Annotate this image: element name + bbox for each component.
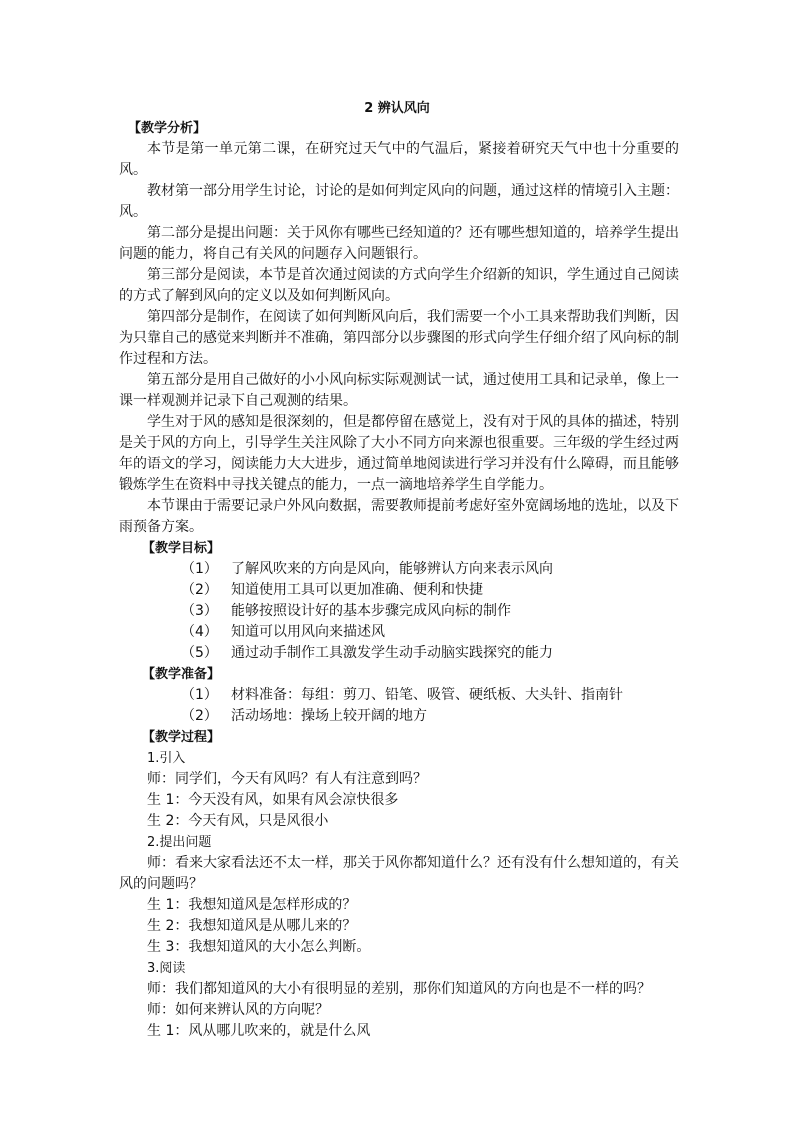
item-number: （2）: [181, 708, 218, 724]
list-item: [119, 706, 679, 727]
item-number: （5）: [181, 645, 218, 661]
dialogue-line: 生 2：今天有风，只是风很小: [147, 813, 329, 829]
dialogue-line: 生 1：我想知道风是怎样形成的？: [147, 897, 357, 913]
list-item: [119, 580, 679, 601]
item-text: 知道使用工具可以更加准确、便利和快捷: [231, 582, 483, 598]
subsection-title: 1.引入: [147, 751, 186, 766]
dialogue-line: 生 1：今天没有风，如果有风会凉快很多: [147, 792, 399, 808]
paragraph: 本节课由于需要记录户外风向数据，需要教师提前考虑好室外宽阔场地的选址，以及下雨预备方案。: [119, 498, 679, 535]
subsection-title: 2.提出问题: [147, 835, 212, 850]
paragraph: 学生对于风的感知是很深刻的，但是都停留在感觉上，没有对于风的具体的描述，特别是关于风的方向上，引导学生关注风除了大小不同方向来源也很重要。三年级的学生经过两年的语文的学习，阅读能力大大进步，通过简单地阅读进行学习并没有什么障碍，而且能够锻炼学生在资料中寻找关键点的能力，一点一滴地培养学生自学能力。: [119, 414, 679, 493]
subsection-title: 3.阅读: [147, 961, 186, 976]
section-heading-process: 【教学过程】: [142, 730, 221, 745]
list-item: [119, 559, 679, 580]
list-item: [119, 622, 679, 643]
dialogue-line: 生 1：风从哪儿吹来的，就是什么风: [147, 1023, 371, 1039]
item-number: （1）: [181, 687, 218, 703]
list-item: [119, 643, 679, 664]
section-heading-analysis: 【教学分析】: [128, 121, 207, 136]
item-text: 通过动手制作工具激发学生动手动脑实践探究的能力: [231, 645, 553, 661]
item-number: （2）: [181, 582, 218, 598]
document-body: [119, 118, 679, 1042]
paragraph: 第五部分是用自己做好的小小风向标实际观测试一试，通过使用工具和记录单，像上一课一样观测并记录下自己观测的结果。: [119, 372, 679, 409]
section-heading-prep: 【教学准备】: [142, 667, 221, 682]
item-text: 能够按照设计好的基本步骤完成风向标的制作: [231, 603, 511, 619]
paragraph: 教材第一部分用学生讨论，讨论的是如何判定风向的问题，通过这样的情境引入主题：风。: [119, 183, 679, 220]
paragraph: 第三部分是阅读，本节是首次通过阅读的方式向学生介绍新的知识，学生通过自己阅读的方式了解到风向的定义以及如何判断风向。: [119, 267, 679, 304]
item-number: （1）: [181, 561, 218, 577]
dialogue-paragraph: 师：看来大家看法还不太一样，那关于风你都知道什么？还有没有什么想知道的，有关风的问题吗？: [119, 855, 679, 892]
item-number: （4）: [181, 624, 218, 640]
list-item: [119, 685, 679, 706]
item-text: 材料准备：每组：剪刀、铅笔、吸管、硬纸板、大头针、指南针: [231, 687, 623, 703]
page-title: 2 辨认风向: [364, 101, 430, 116]
dialogue-line: 生 2：我想知道风是从哪儿来的？: [147, 918, 357, 934]
list-item: [119, 601, 679, 622]
item-text: 知道可以用风向来描述风: [231, 624, 385, 640]
item-text: 了解风吹来的方向是风向，能够辨认方向来表示风向: [231, 561, 553, 577]
item-number: （3）: [181, 603, 218, 619]
dialogue-line: 师：如何来辨认风的方向呢？: [147, 1002, 329, 1018]
section-heading-goals: 【教学目标】: [142, 541, 221, 556]
dialogue-line: 生 3：我想知道风的大小怎么判断。: [147, 939, 371, 955]
paragraph: 第二部分是提出问题：关于风你有哪些已经知道的？还有哪些想知道的，培养学生提出问题的能力，将自己有关风的问题存入问题银行。: [119, 225, 679, 262]
item-text: 活动场地：操场上较开阔的地方: [231, 708, 427, 724]
paragraph: 本节是第一单元第二课，在研究过天气中的气温后，紧接着研究天气中也十分重要的风。: [119, 141, 679, 178]
dialogue-line: 师：同学们，今天有风吗？有人有注意到吗？: [147, 771, 427, 787]
paragraph: 第四部分是制作，在阅读了如何判断风向后，我们需要一个小工具来帮助我们判断，因为只靠自己的感觉来判断并不准确，第四部分以步骤图的形式向学生仔细介绍了风向标的制作过程和方法。: [119, 309, 679, 367]
dialogue-line: 师：我们都知道风的大小有很明显的差别，那你们知道风的方向也是不一样的吗？: [147, 981, 651, 997]
